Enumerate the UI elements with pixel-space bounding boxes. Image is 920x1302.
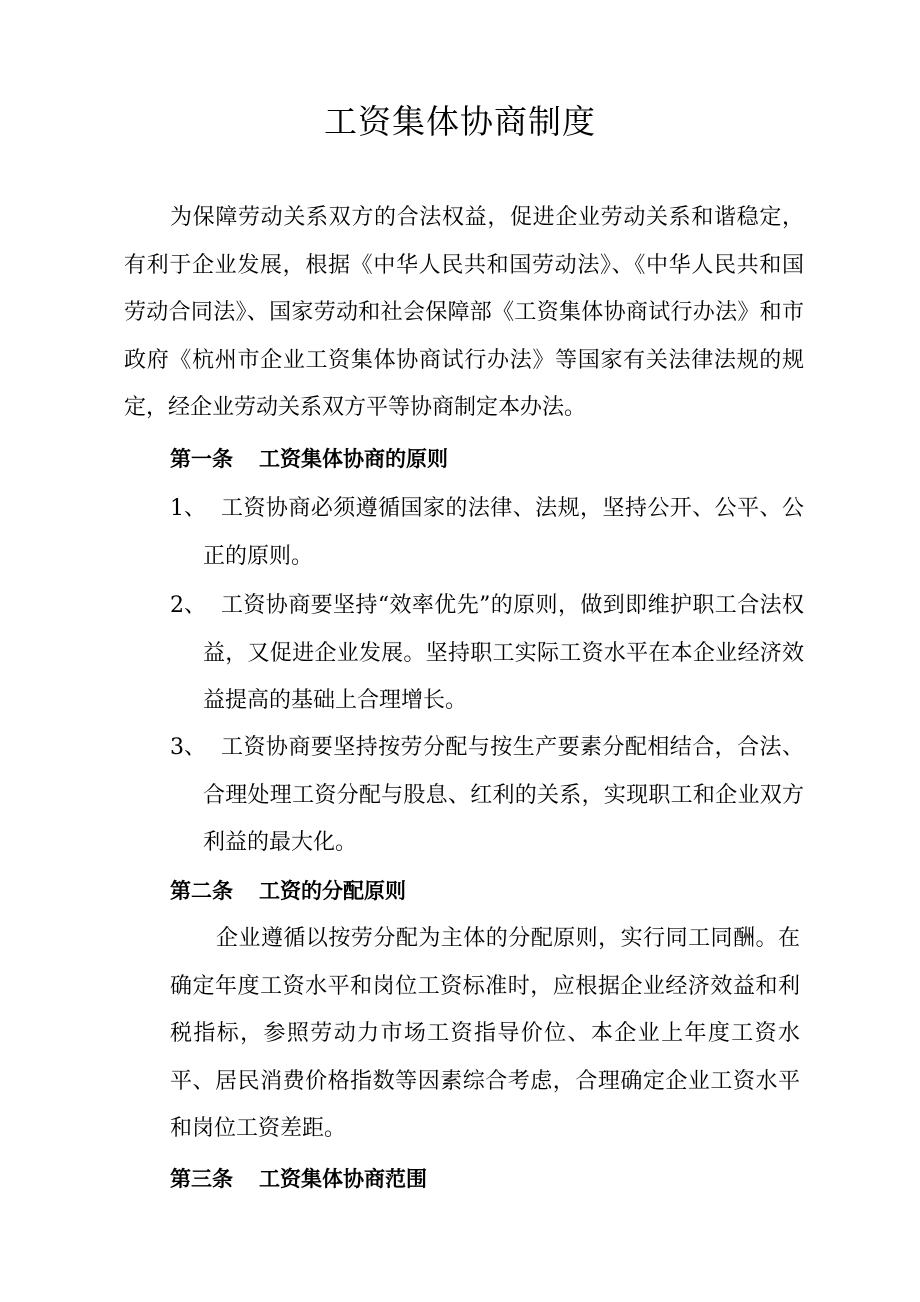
document-title: 工资集体协商制度	[324, 102, 596, 141]
intro-paragraph: 为保障劳动关系双方的合法权益，促进企业劳动关系和谐稳定，有利于企业发展，根据《中华人民共和国劳动法》、《中华人民共和国劳动合同法》、国家劳动和社会保障部《工资集体协商试行办法》和市政府《杭州市企业工资集体协商试行办法》等国家有关法律法规的规定，经企业劳动关系双方平等协商制定本办法。	[124, 205, 804, 420]
article-2-heading	[170, 871, 406, 911]
article-1-item-3	[170, 724, 804, 867]
article-3-number: 第三条	[170, 1167, 233, 1191]
item-text: 工资协商要坚持按劳分配与按生产要素分配相结合，合法、合理处理工资分配与股息、红利的关系，实现职工和企业双方利益的最大化。	[203, 735, 804, 855]
article-2-paragraph: 企业遵循以按劳分配为主体的分配原则，实行同工同酬。在确定年度工资水平和岗位工资标准时，应根据企业经济效益和利税指标，参照劳动力市场工资指导价位、本企业上年度工资水平、居民消费价格指数等因素综合考虑，合理确定企业工资水平和岗位工资差距。	[170, 926, 800, 1141]
article-1-title: 工资集体协商的原则	[259, 447, 448, 471]
article-1-item-2	[170, 582, 804, 725]
article-1-number: 第一条	[170, 447, 233, 471]
item-index: 2、	[170, 593, 206, 618]
article-3-heading	[170, 1159, 427, 1199]
article-3-title: 工资集体协商范围	[259, 1167, 427, 1191]
item-text: 工资协商必须遵循国家的法律、法规，坚持公开、公平、公正的原则。	[203, 496, 804, 569]
article-1-heading	[170, 439, 448, 479]
item-text: 工资协商要坚持“效率优先”的原则，做到即维护职工合法权益，又促进企业发展。坚持职工实际工资水平在本企业经济效益提高的基础上合理增长。	[203, 593, 804, 713]
item-index: 3、	[170, 735, 206, 760]
article-2-title: 工资的分配原则	[259, 879, 406, 903]
article-2-number: 第二条	[170, 879, 233, 903]
article-1-item-1	[170, 485, 804, 580]
item-index: 1、	[170, 496, 206, 521]
